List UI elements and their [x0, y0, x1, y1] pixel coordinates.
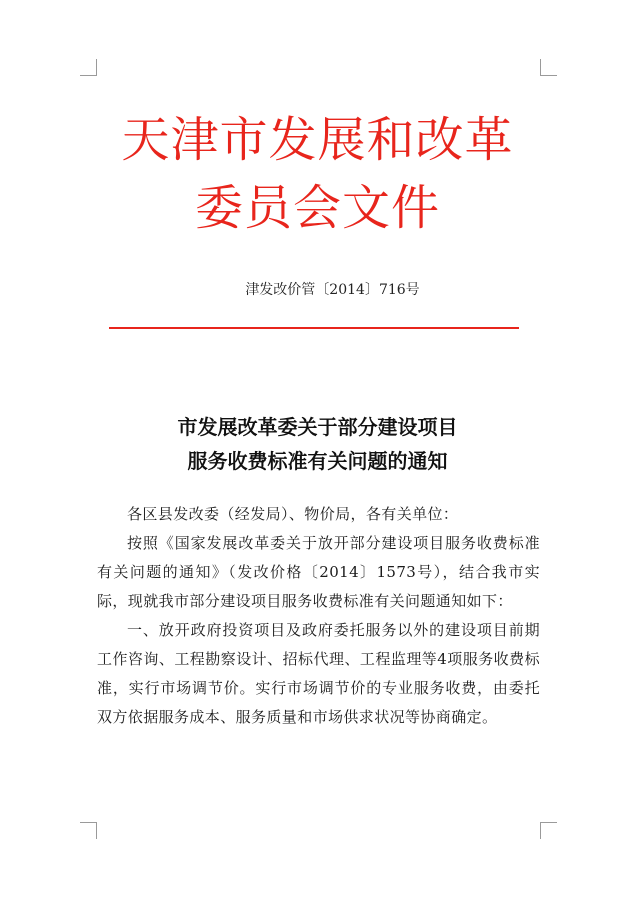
issuer-header-line1: 天津市发展和改革 — [121, 112, 514, 168]
document-body — [97, 500, 540, 732]
crop-mark-top-left — [80, 59, 97, 76]
paragraph-1: 按照《国家发展改革委关于放开部分建设项目服务收费标准有关问题的通知》（发改价格〔2014〕1573号），结合我市实际，现就我市部分建设项目服务收费标准有关问题通知如下： — [97, 534, 540, 610]
issuer-header-line2: 委员会文件 — [194, 180, 440, 236]
red-separator-line — [109, 327, 519, 329]
document-title-line2: 服务收费标准有关问题的通知 — [187, 449, 448, 473]
paragraph-2: 一、放开政府投资项目及政府委托服务以外的建设项目前期工作咨询、工程勘察设计、招标代理、工程监理等4项服务收费标准，实行市场调节价。实行市场调节价的专业服务收费，由委托双方依据服务成本、服务质量和市场供求状况等协商确定。 — [97, 621, 540, 726]
document-title-line1: 市发展改革委关于部分建设项目 — [177, 415, 458, 439]
crop-mark-bottom-right — [540, 822, 557, 839]
salutation: 各区县发改委（经发局）、物价局，各有关单位： — [127, 505, 459, 523]
document-number: 津发改价管〔2014〕716号 — [245, 282, 420, 298]
crop-mark-top-right — [540, 59, 557, 76]
crop-mark-bottom-left — [80, 822, 97, 839]
